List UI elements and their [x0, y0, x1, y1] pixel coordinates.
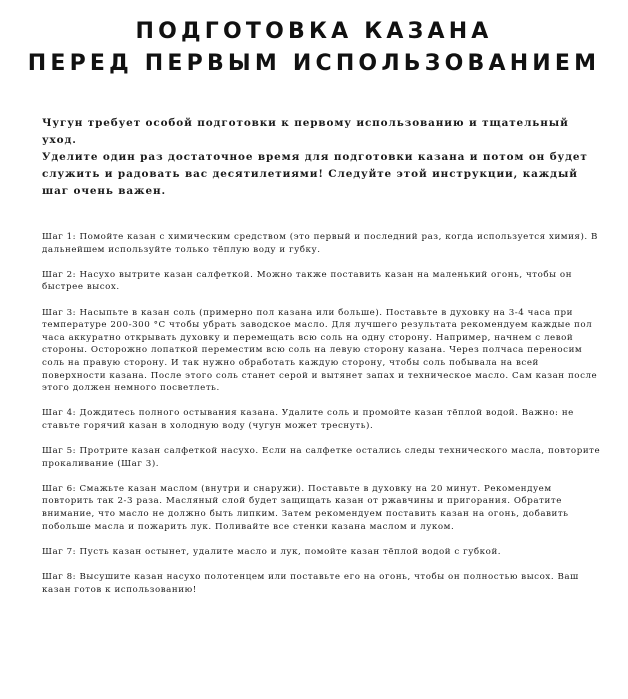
steps-list [42, 231, 602, 609]
step-2: Шаг 2: Насухо вытрите казан салфеткой. Можно также поставить казан на маленький огонь, чтобы он быстрее высох. [42, 269, 573, 293]
intro-paragraph-1: Чугун требует особой подготовки к первому использованию и тщательный уход. [42, 117, 569, 146]
title-line-1: ПОДГОТОВКА КАЗАНА [135, 19, 493, 44]
intro-text [42, 115, 602, 200]
page-title [0, 16, 628, 80]
intro-paragraph-2: Уделите один раз достаточное время для подготовки казана и потом он будет служить и радовать вас десятилетиями! Следуйте этой инструкции, каждый шаг очень важен. [42, 151, 588, 197]
step-4: Шаг 4: Дождитесь полного остывания казана. Удалите соль и промойте казан тёплой водой. Важно: не ставьте горячий казан в холодную воду (чугун может треснуть). [42, 408, 574, 431]
step-6: Шаг 6: Смажьте казан маслом (внутри и снаружи). Поставьте в духовку на 20 минут. Рекомендуем повторить так 2-3 раза. Масляный слой будет защищать казан от ржавчины и пригорания. Обратите внимание, что масло не должно быть липким. Затем рекомендуем поставить казан на огонь, добавить побольше масла и пожарить лук. Поливайте все стенки казана маслом и луком. [42, 483, 569, 532]
step-3: Шаг 3: Насыпьте в казан соль (примерно пол казана или больше). Поставьте в духовку на 3-4 часа при температуре 200-300 °С чтобы убрать заводское масло. Для лучшего результата рекомендуем каждые пол часа аккуратно открывать духовку и перемещать всю соль на одну сторону. Например, начнем с левой стороны. Осторожно лопаткой переместим всю соль на левую сторону казана. Через полчаса переносим соль на правую сторону. И так нужно обработать каждую сторону, чтобы соль побывала на всей поверхности казана. После этого соль станет серой и вытянет запах и техническое масло. Сам казан после этого должен немного посветлеть. [42, 307, 598, 394]
title-line-2: ПЕРЕД ПЕРВЫМ ИСПОЛЬЗОВАНИЕМ [27, 51, 601, 76]
step-1: Шаг 1: Помойте казан с химическим средством (это первый и последний раз, когда используется химия). В дальнейшем используйте только тёплую воду и губку. [42, 232, 598, 255]
step-5: Шаг 5: Протрите казан салфеткой насухо. Если на салфетке остались следы технического масла, повторите прокаливание (Шаг 3). [42, 446, 601, 469]
step-8: Шаг 8: Высушите казан насухо полотенцем или поставьте его на огонь, чтобы он полностью высох. Ваш казан готов к использованию! [42, 572, 579, 595]
step-7: Шаг 7: Пусть казан остынет, удалите масло и лук, помойте казан тёплой водой с губкой. [42, 546, 502, 557]
